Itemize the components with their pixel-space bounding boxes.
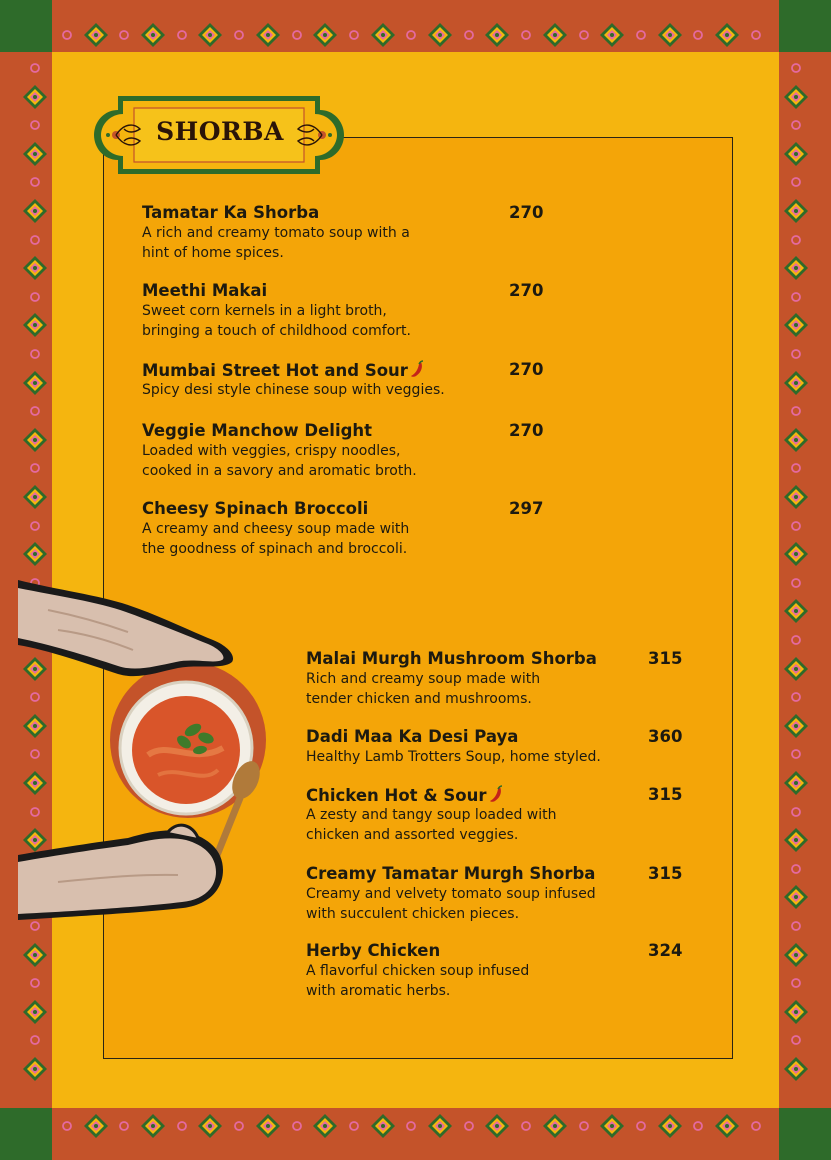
ring-motif-icon xyxy=(29,348,41,360)
item-name-text: Creamy Tamatar Murgh Shorba xyxy=(306,864,596,883)
diamond-motif-icon xyxy=(23,428,47,452)
diamond-motif-icon xyxy=(23,313,47,337)
diamond-motif-icon xyxy=(313,1114,337,1138)
item-name-text: Herby Chicken xyxy=(306,941,441,960)
diamond-motif-icon xyxy=(23,371,47,395)
diamond-motif-icon xyxy=(784,1057,808,1081)
item-description xyxy=(142,442,417,481)
diamond-motif-icon xyxy=(784,1000,808,1024)
diamond-motif-icon xyxy=(543,1114,567,1138)
ring-motif-icon xyxy=(61,29,73,41)
item-description-line: tender chicken and mushrooms. xyxy=(306,690,532,707)
ring-motif-icon xyxy=(233,29,245,41)
item-description-line: with succulent chicken pieces. xyxy=(306,905,520,922)
ring-motif-icon xyxy=(790,920,802,932)
diamond-motif-icon xyxy=(256,1114,280,1138)
diamond-motif-icon xyxy=(313,23,337,47)
item-description xyxy=(306,806,557,845)
item-description-line: A flavorful chicken soup infused xyxy=(306,963,530,979)
diamond-motif-icon xyxy=(784,599,808,623)
item-description xyxy=(142,381,445,401)
ring-motif-icon xyxy=(790,863,802,875)
ring-motif-icon xyxy=(692,1120,704,1132)
diamond-motif-icon xyxy=(371,23,395,47)
item-description xyxy=(306,962,529,1001)
diamond-motif-icon xyxy=(256,23,280,47)
diamond-motif-icon xyxy=(198,23,222,47)
chili-icon xyxy=(410,360,424,378)
diamond-motif-icon xyxy=(784,428,808,452)
diamond-motif-icon xyxy=(23,1057,47,1081)
item-description-line: Healthy Lamb Trotters Soup, home styled. xyxy=(306,749,601,765)
ring-motif-icon xyxy=(233,1120,245,1132)
diamond-motif-icon xyxy=(23,142,47,166)
ring-motif-icon xyxy=(29,234,41,246)
ring-motif-icon xyxy=(790,634,802,646)
item-price: 270 xyxy=(509,360,544,379)
item-description xyxy=(142,302,411,341)
diamond-motif-icon xyxy=(784,256,808,280)
diamond-motif-icon xyxy=(784,199,808,223)
ring-motif-icon xyxy=(790,405,802,417)
item-description-line: Creamy and velvety tomato soup infused xyxy=(306,886,596,902)
ring-motif-icon xyxy=(61,1120,73,1132)
diamond-motif-icon xyxy=(658,23,682,47)
chili-icon xyxy=(489,785,503,803)
diamond-motif-icon xyxy=(784,714,808,738)
diamond-motif-icon xyxy=(23,256,47,280)
ring-motif-icon xyxy=(29,119,41,131)
diamond-motif-icon xyxy=(371,1114,395,1138)
item-name-text: Malai Murgh Mushroom Shorba xyxy=(306,649,597,668)
diamond-motif-icon xyxy=(784,943,808,967)
ring-motif-icon xyxy=(29,462,41,474)
item-name xyxy=(306,727,518,746)
ring-motif-icon xyxy=(348,1120,360,1132)
item-description-line: Rich and creamy soup made with xyxy=(306,671,541,687)
item-description xyxy=(142,224,410,263)
item-name xyxy=(306,941,440,960)
item-name xyxy=(142,281,267,300)
ring-motif-icon xyxy=(790,462,802,474)
corner-top-left xyxy=(0,0,52,52)
item-name xyxy=(306,649,597,668)
ring-motif-icon xyxy=(790,977,802,989)
diamond-motif-icon xyxy=(715,1114,739,1138)
item-description-line: with aromatic herbs. xyxy=(306,982,451,999)
border-top xyxy=(0,0,831,52)
diamond-motif-icon xyxy=(600,1114,624,1138)
diamond-motif-icon xyxy=(84,23,108,47)
diamond-motif-icon xyxy=(784,85,808,109)
ring-motif-icon xyxy=(29,176,41,188)
corner-top-right xyxy=(779,0,831,52)
ring-motif-icon xyxy=(118,1120,130,1132)
ring-motif-icon xyxy=(692,29,704,41)
diamond-motif-icon xyxy=(784,771,808,795)
diamond-motif-icon xyxy=(784,142,808,166)
ring-motif-icon xyxy=(118,29,130,41)
ring-motif-icon xyxy=(29,977,41,989)
ring-motif-icon xyxy=(520,1120,532,1132)
ring-motif-icon xyxy=(790,62,802,74)
item-name-text: Cheesy Spinach Broccoli xyxy=(142,499,369,518)
ring-motif-icon xyxy=(790,119,802,131)
item-description-line: Sweet corn kernels in a light broth, xyxy=(142,303,387,319)
ring-motif-icon xyxy=(578,1120,590,1132)
diamond-motif-icon xyxy=(784,371,808,395)
item-name xyxy=(142,421,372,440)
diamond-motif-icon xyxy=(784,542,808,566)
diamond-motif-icon xyxy=(485,23,509,47)
ring-motif-icon xyxy=(520,29,532,41)
diamond-motif-icon xyxy=(428,23,452,47)
item-price: 315 xyxy=(648,785,683,804)
diamond-motif-icon xyxy=(485,1114,509,1138)
diamond-motif-icon xyxy=(198,1114,222,1138)
item-description xyxy=(142,520,409,559)
diamond-motif-icon xyxy=(658,1114,682,1138)
item-description-line: the goodness of spinach and broccoli. xyxy=(142,540,408,557)
ring-motif-icon xyxy=(29,1034,41,1046)
item-price: 270 xyxy=(509,421,544,440)
ring-motif-icon xyxy=(790,348,802,360)
ring-motif-icon xyxy=(790,234,802,246)
ring-motif-icon xyxy=(29,291,41,303)
ring-motif-icon xyxy=(405,1120,417,1132)
item-price: 315 xyxy=(648,649,683,668)
item-price: 360 xyxy=(648,727,683,746)
ring-motif-icon xyxy=(405,29,417,41)
ring-motif-icon xyxy=(29,62,41,74)
item-description-line: A creamy and cheesy soup made with xyxy=(142,521,410,537)
item-description-line: Spicy desi style chinese soup with veggies. xyxy=(142,382,445,398)
item-name xyxy=(306,785,503,805)
diamond-motif-icon xyxy=(784,485,808,509)
item-price: 315 xyxy=(648,864,683,883)
item-name-text: Chicken Hot & Sour xyxy=(306,786,487,805)
item-description xyxy=(306,670,540,709)
item-description-line: A zesty and tangy soup loaded with xyxy=(306,807,557,823)
ring-motif-icon xyxy=(176,1120,188,1132)
diamond-motif-icon xyxy=(784,657,808,681)
diamond-motif-icon xyxy=(784,313,808,337)
item-description-line: bringing a touch of childhood comfort. xyxy=(142,322,411,339)
item-name xyxy=(142,203,319,222)
item-price: 270 xyxy=(509,203,544,222)
item-name xyxy=(306,864,595,883)
ring-motif-icon xyxy=(291,29,303,41)
ring-motif-icon xyxy=(291,1120,303,1132)
corner-bottom-left xyxy=(0,1108,52,1160)
ring-motif-icon xyxy=(790,176,802,188)
diamond-motif-icon xyxy=(543,23,567,47)
diamond-motif-icon xyxy=(23,542,47,566)
item-name xyxy=(142,499,368,518)
ring-motif-icon xyxy=(790,806,802,818)
corner-bottom-right xyxy=(779,1108,831,1160)
ring-motif-icon xyxy=(578,29,590,41)
diamond-motif-icon xyxy=(428,1114,452,1138)
section-title: SHORBA xyxy=(156,117,284,146)
item-price: 297 xyxy=(509,499,544,518)
ring-motif-icon xyxy=(790,520,802,532)
item-name-text: Tamatar Ka Shorba xyxy=(142,203,320,222)
ring-motif-icon xyxy=(463,29,475,41)
item-description xyxy=(306,748,601,768)
item-name-text: Mumbai Street Hot and Sour xyxy=(142,361,408,380)
diamond-motif-icon xyxy=(23,1000,47,1024)
ring-motif-icon xyxy=(176,29,188,41)
ring-motif-icon xyxy=(750,1120,762,1132)
ring-motif-icon xyxy=(635,1120,647,1132)
diamond-motif-icon xyxy=(23,485,47,509)
diamond-motif-icon xyxy=(23,943,47,967)
diamond-motif-icon xyxy=(715,23,739,47)
diamond-motif-icon xyxy=(23,199,47,223)
ring-motif-icon xyxy=(348,29,360,41)
diamond-motif-icon xyxy=(141,23,165,47)
item-description-line: cooked in a savory and aromatic broth. xyxy=(142,462,417,479)
diamond-motif-icon xyxy=(84,1114,108,1138)
item-description-line: A rich and creamy tomato soup with a xyxy=(142,225,410,241)
item-name-text: Dadi Maa Ka Desi Paya xyxy=(306,727,519,746)
ring-motif-icon xyxy=(29,520,41,532)
diamond-motif-icon xyxy=(141,1114,165,1138)
item-description-line: chicken and assorted veggies. xyxy=(306,826,519,843)
soup-bowl-illustration xyxy=(18,570,273,930)
item-price: 324 xyxy=(648,941,683,960)
ring-motif-icon xyxy=(635,29,647,41)
ring-motif-icon xyxy=(790,291,802,303)
ring-motif-icon xyxy=(750,29,762,41)
diamond-motif-icon xyxy=(784,885,808,909)
item-price: 270 xyxy=(509,281,544,300)
ring-motif-icon xyxy=(790,577,802,589)
ring-motif-icon xyxy=(790,691,802,703)
item-description-line: hint of home spices. xyxy=(142,244,284,261)
item-name xyxy=(142,360,424,380)
diamond-motif-icon xyxy=(23,85,47,109)
ring-motif-icon xyxy=(29,405,41,417)
ring-motif-icon xyxy=(790,748,802,760)
ring-motif-icon xyxy=(790,1034,802,1046)
item-name-text: Veggie Manchow Delight xyxy=(142,421,373,440)
diamond-motif-icon xyxy=(784,828,808,852)
item-description-line: Loaded with veggies, crispy noodles, xyxy=(142,443,401,459)
ring-motif-icon xyxy=(463,1120,475,1132)
item-description xyxy=(306,885,596,924)
border-bottom xyxy=(0,1108,831,1160)
diamond-motif-icon xyxy=(600,23,624,47)
item-name-text: Meethi Makai xyxy=(142,281,268,300)
